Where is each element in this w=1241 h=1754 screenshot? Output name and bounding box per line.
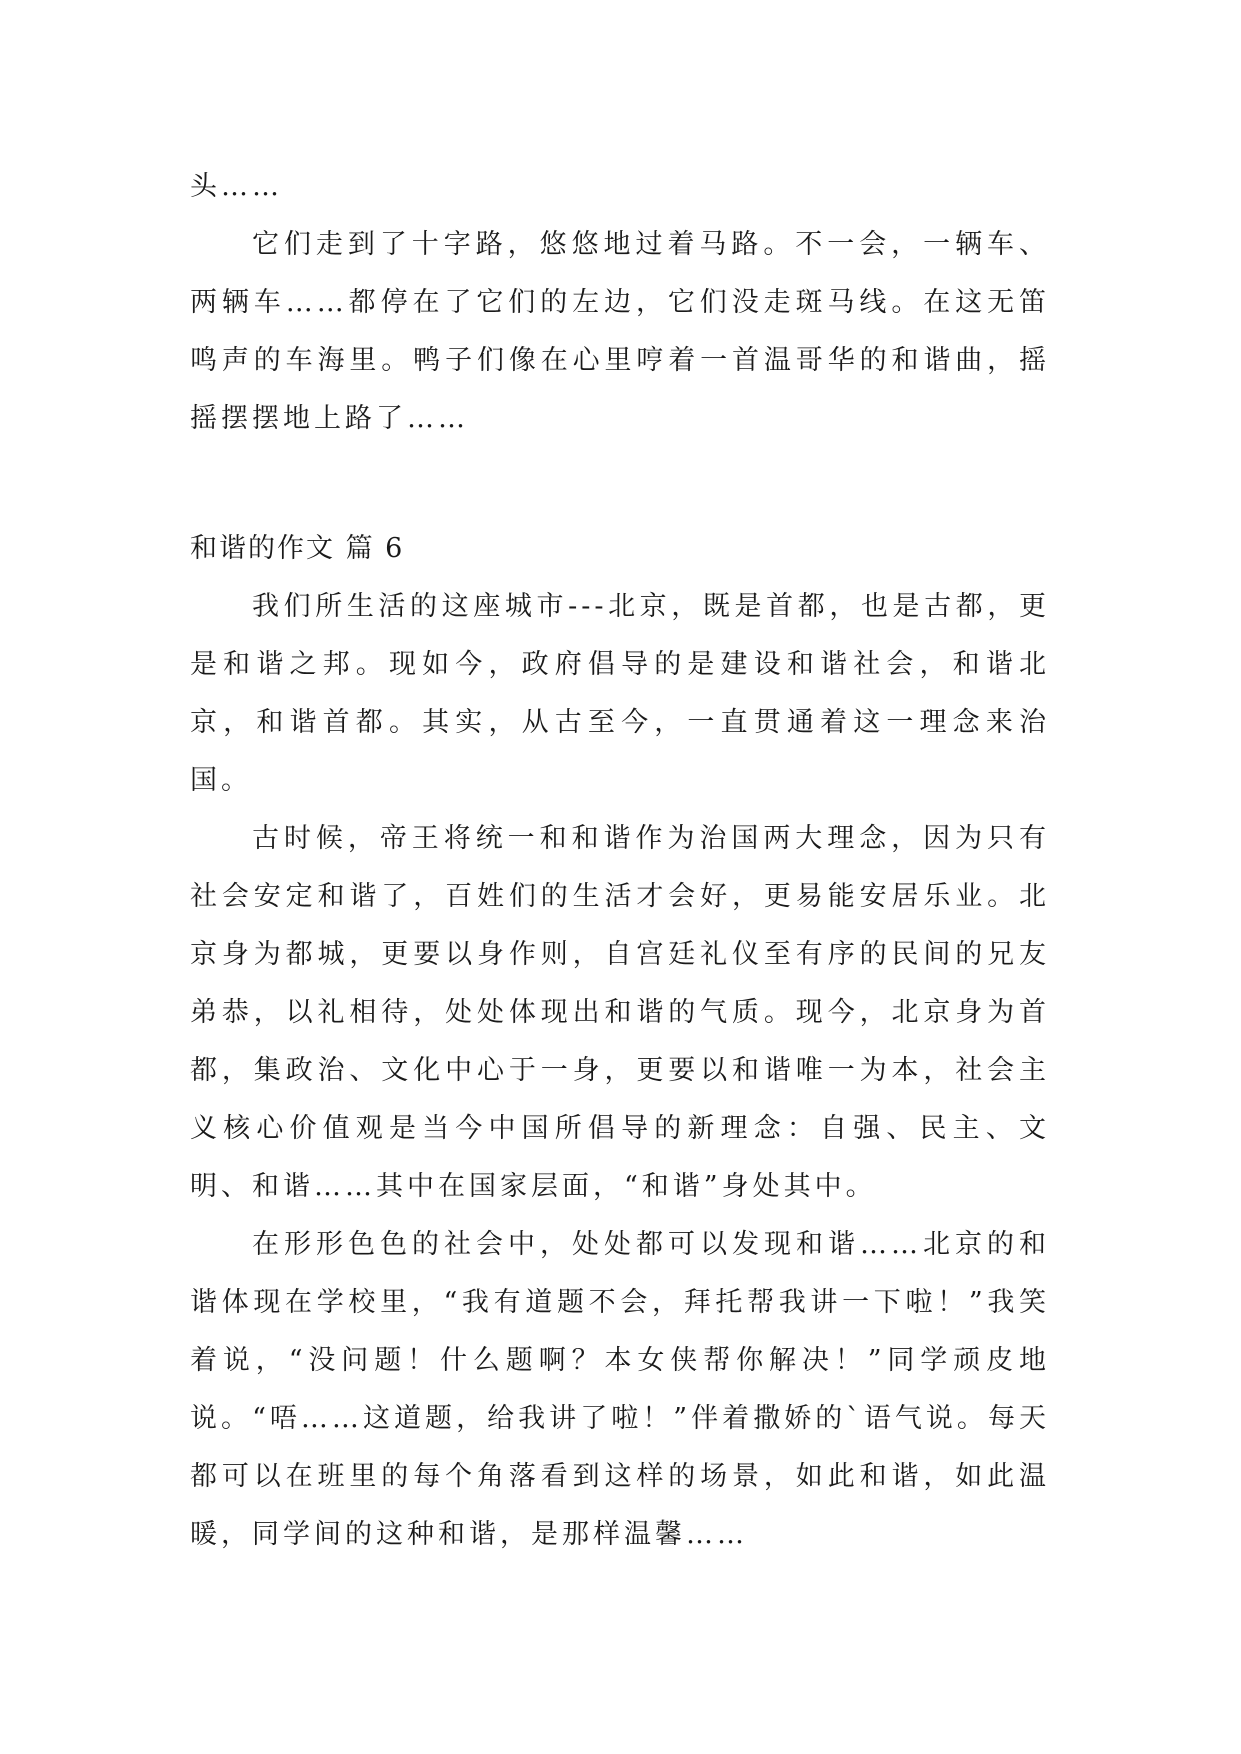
paragraph: 我们所生活的这座城市---北京，既是首都，也是古都，更是和谐之邦。现如今，政府倡导的是建设和谐社会，和谐北京，和谐首都。其实，从古至今，一直贯通着这一理念来治国。 [190, 591, 1050, 796]
section-spacer [190, 448, 1050, 520]
document-body [190, 158, 1050, 1564]
paragraph: 它们走到了十字路，悠悠地过着马路。不一会，一辆车、两辆车……都停在了它们的左边，它们没走斑马线。在这无笛鸣声的车海里。鸭子们像在心里哼着一首温哥华的和谐曲，摇摇摆摆地上路了…… [190, 229, 1050, 434]
continuation-line: 头…… [190, 171, 283, 202]
section-heading: 和谐的作文 篇 6 [190, 533, 405, 564]
paragraph: 在形形色色的社会中，处处都可以发现和谐……北京的和谐体现在学校里，“我有道题不会，拜托帮我讲一下啦！”我笑着说，“没问题！什么题啊？本女侠帮你解决！”同学顽皮地说。“唔……这道题，给我讲了啦！”伴着撒娇的`语气说。每天都可以在班里的每个角落看到这样的场景，如此和谐，如此温暖，同学间的这种和谐，是那样温馨…… [190, 1229, 1050, 1550]
paragraph: 古时候，帝王将统一和和谐作为治国两大理念，因为只有社会安定和谐了，百姓们的生活才会好，更易能安居乐业。北京身为都城，更要以身作则，自宫廷礼仪至有序的民间的兄友弟恭，以礼相待，处处体现出和谐的气质。现今，北京身为首都，集政治、文化中心于一身，更要以和谐唯一为本，社会主义核心价值观是当今中国所倡导的新理念：自强、民主、文明、和谐……其中在国家层面，“和谐”身处其中。 [190, 823, 1050, 1202]
